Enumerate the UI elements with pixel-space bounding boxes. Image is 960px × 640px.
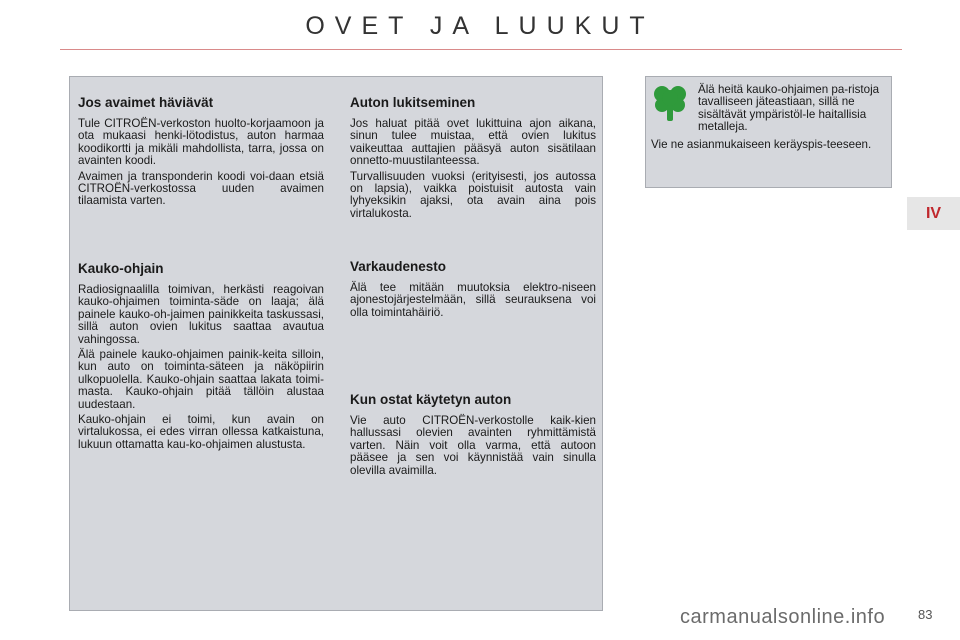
section-remote-control (78, 261, 324, 454)
section-lost-keys (78, 95, 324, 211)
section-heading: Kauko-ohjain (78, 261, 164, 276)
page-title: OVET JA LUUKUT (305, 12, 655, 40)
paragraph: Radiosignaalilla toimivan, herkästi reagoivan kauko-ohjaimen toiminta-säde on laaja; älä painele kauko-oh-jaimen painikkeita taskussasi, sillä auton ovien lukitus saattaa avautua vahingossa. (78, 283, 324, 346)
title-divider (60, 49, 902, 50)
section-heading: Varkaudenesto (350, 259, 447, 274)
page-number: 83 (918, 607, 933, 622)
section-locking (350, 95, 596, 223)
paragraph: Älä painele kauko-ohjaimen painik-keita silloin, kun auto on toiminta-säteen ja näköpiirin ulkopuolella. Kauko-ohjain saattaa lakata toimi-masta. Kauko-ohjain pitää tällöin alustaa uudestaan. (78, 348, 324, 411)
section-heading: Auton lukitseminen (350, 95, 476, 110)
paragraph: Jos haluat pitää ovet lukittuina ajon aikana, sinun tulee muistaa, että ovien lukitus vaikeuttaa auttajien pääsyä auton sisätilaan onnetto-muustilanteessa. (350, 117, 596, 168)
tree-icon (652, 83, 688, 123)
chapter-tab[interactable] (907, 197, 960, 230)
section-heading: Kun ostat käytetyn auton (350, 392, 512, 407)
section-used-car (350, 392, 596, 480)
environment-note-box (645, 76, 892, 188)
section-heading: Jos avaimet häviävät (78, 95, 214, 110)
watermark: carmanualsonline.info (680, 606, 886, 628)
paragraph: Turvallisuuden vuoksi (erityisesti, jos autossa on lapsia), vaikka poistuisit autosta vain lyhyeksikin ajaksi, ota avain aina pois virtalukosta. (350, 169, 596, 220)
section-anti-theft (350, 259, 596, 322)
paragraph: Avaimen ja transponderin koodi voi-daan etsiä CITROËN-verkostossa uuden avaimen tilaamista varten. (78, 169, 324, 208)
environment-note-text: Älä heitä kauko-ohjaimen pa-ristoja tavalliseen jäteastiaan, sillä ne sisältävät ympäristöl-le haitallisia metalleja. (698, 83, 880, 134)
chapter-label: IV (925, 204, 942, 222)
main-info-box (69, 76, 603, 611)
paragraph: Vie auto CITROËN-verkostolle kaik-kien hallussasi olevien avainten ryhmittämistä varten. Näin voit olla varma, että autoon pääsee ja sen voi käynnistää vain sinulla olevilla avaimilla. (350, 414, 596, 477)
paragraph: Älä tee mitään muutoksia elektro-niseen ajonestojärjestelmään, sillä seurauksena voi olla toimintahäiriö. (350, 281, 596, 319)
paragraph: Kauko-ohjain ei toimi, kun avain on virtalukossa, ei edes virran ollessa katkaistuna, lukuun ottamatta kau-ko-ohjaimen alustusta. (78, 413, 324, 451)
paragraph: Tule CITROËN-verkoston huolto-korjaamoon ja ota mukaasi henki-lötodistus, auton harmaa koodikortti ja mikäli mahdollista, tarra, jossa on avainten koodi. (78, 117, 324, 168)
environment-note-text: Vie ne asianmukaiseen keräyspis-teeseen. (651, 138, 872, 151)
